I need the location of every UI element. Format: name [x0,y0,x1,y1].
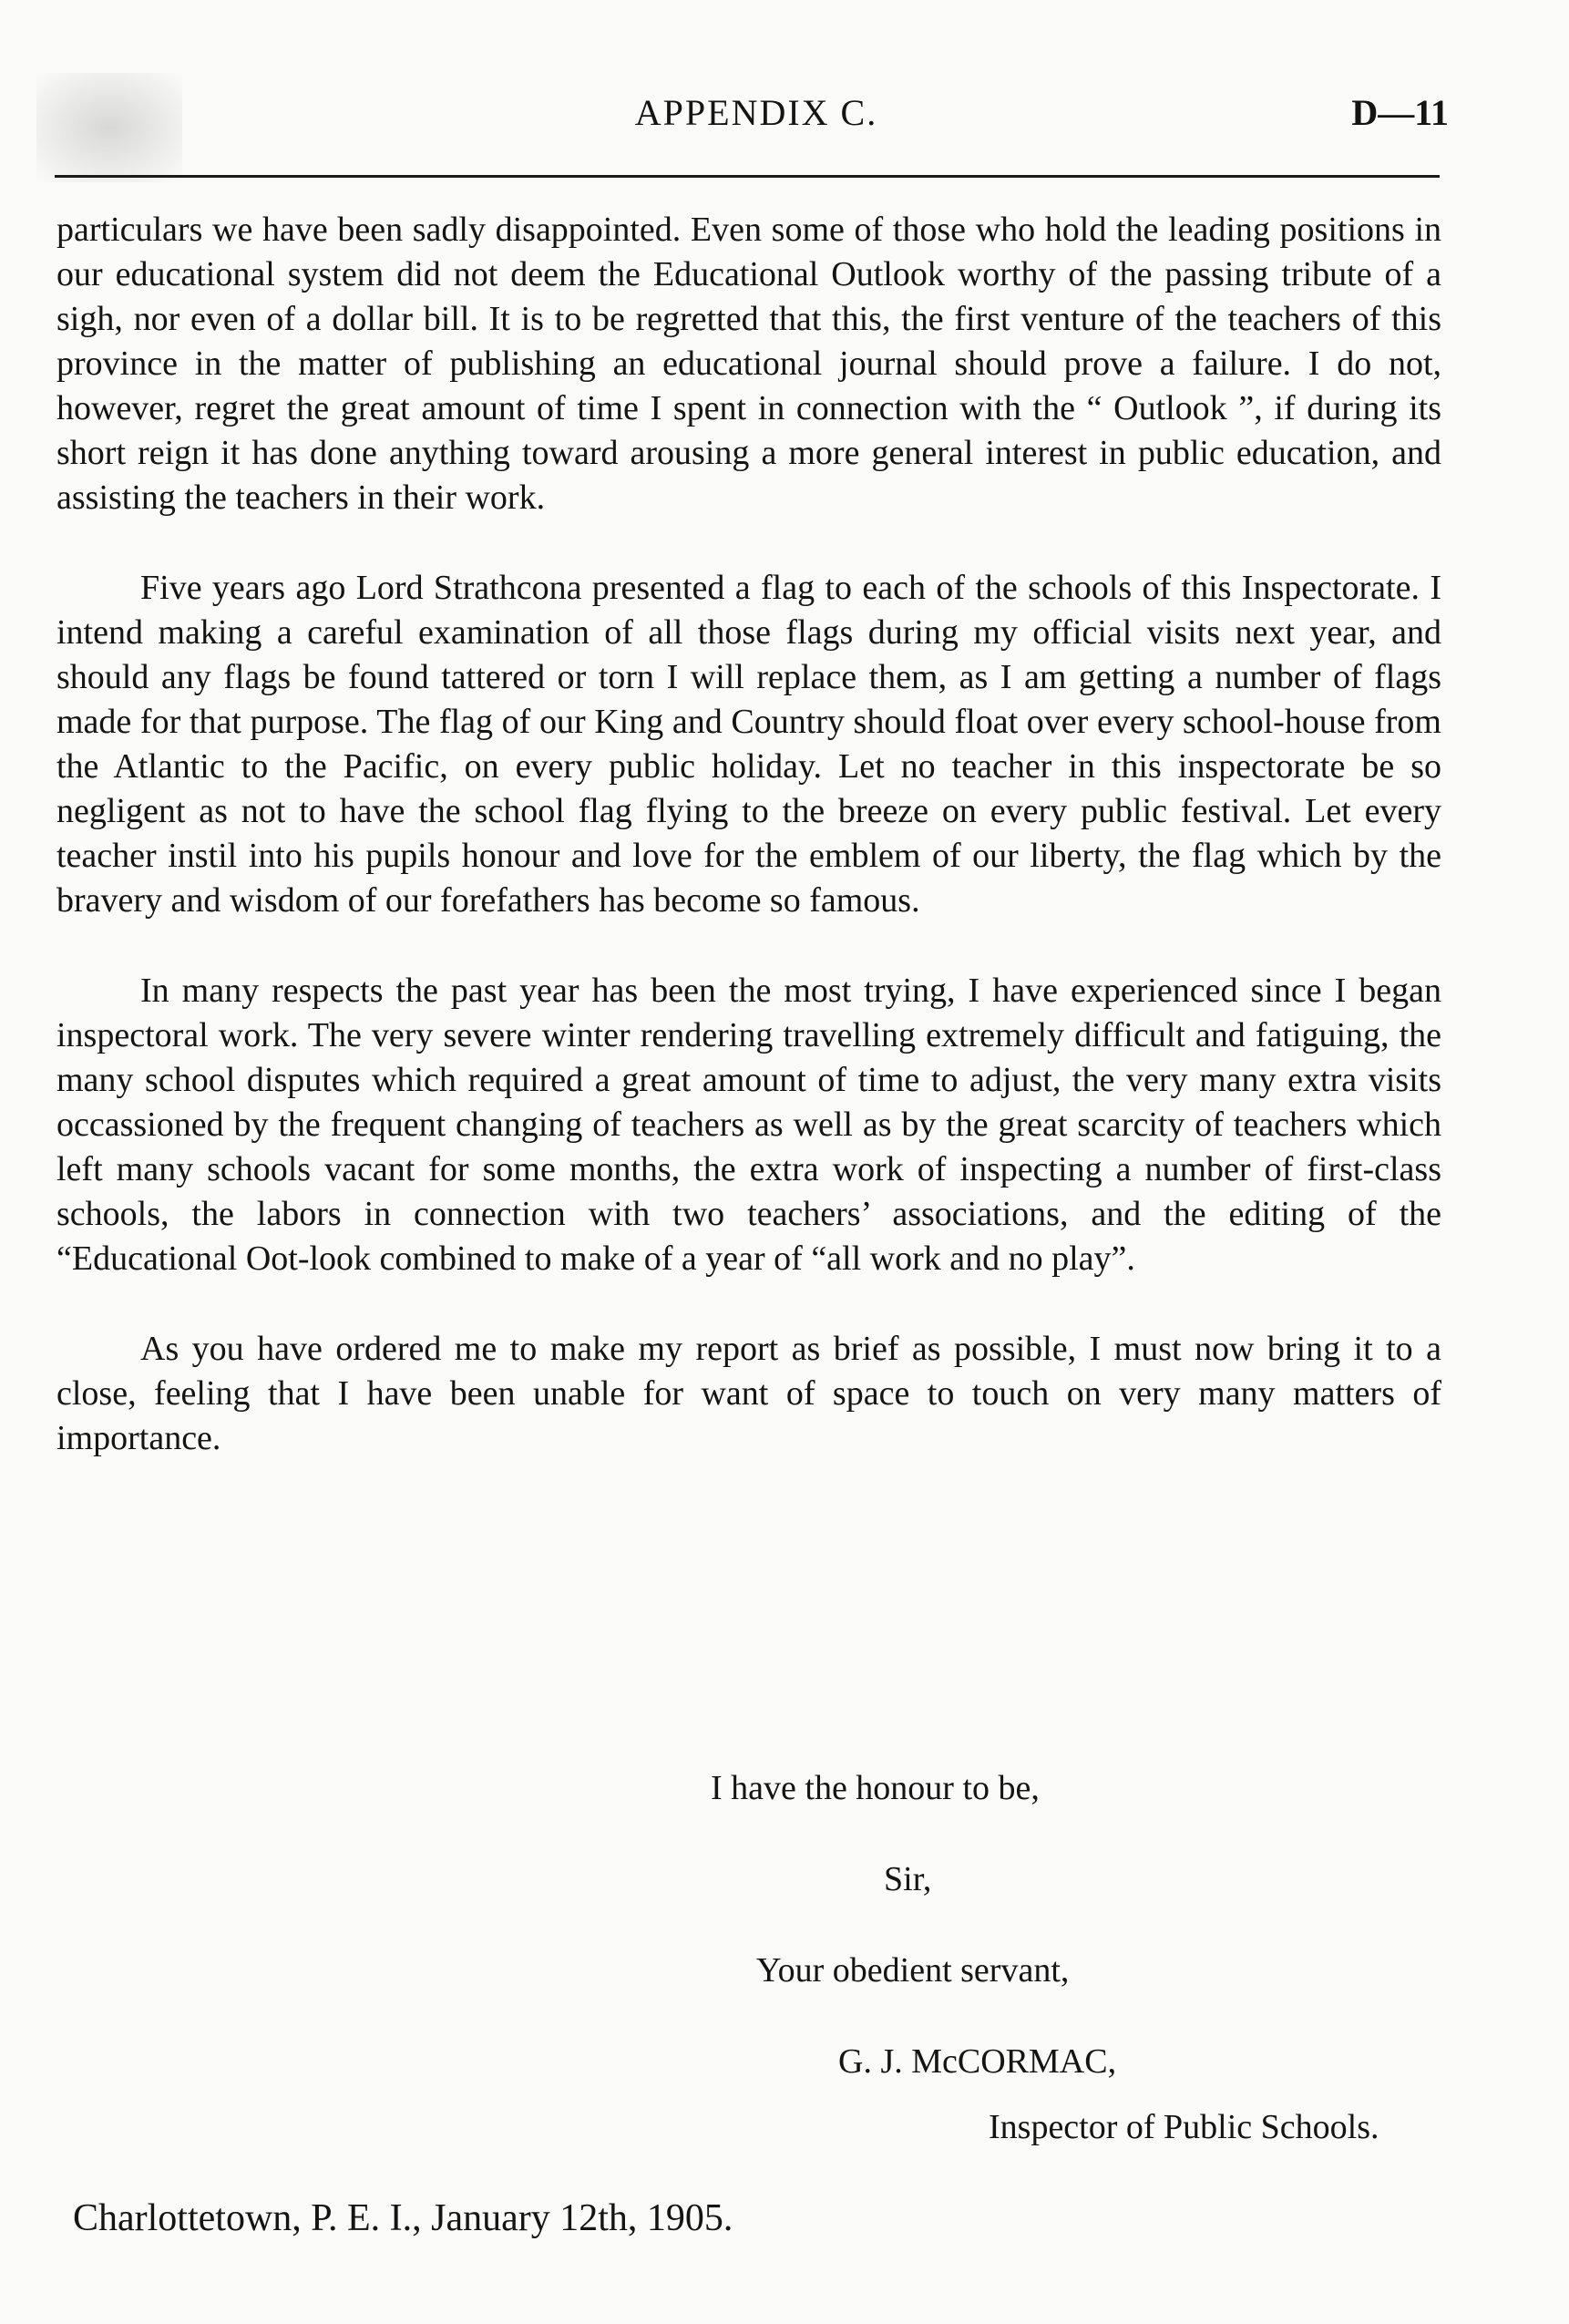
running-head: APPENDIX C. [634,92,878,133]
paragraph-outlook: particulars we have been sadly disappointed. Even some of those who hold the leading positions in our educational system did not deem the Educational Outlook worthy of the passing tribute of a sigh, nor even of a dollar bill. It is to be regretted that this, the first venture of the teachers of this province in the matter of publishing an educational journal should prove a failure. I do not, however, regret the great amount of time I spent in connection with the “ Outlook ”, if during its short reign it has done anything toward arousing a more general interest in public education, and assisting the teachers in their work. [56,211,1441,517]
paragraph-flags: Five years ago Lord Strathcona presented a flag to each of the schools of this Inspectorate. I intend making a careful examination of all those flags during my official visits next year, and should any flags be found tattered or torn I will replace them, as I am getting a number of flags made for that purpose. The flag of our King and Country should float over every school-house from the Atlantic to the Pacific, on every public holiday. Let no teacher in this inspectorate be so negligent as not to have the school flag flying to the breeze on every public festival. Let every teacher instil into his pupils honour and love for the emblem of our liberty, the flag which by the bravery and wisdom of our forefathers has become so famous. [56,569,1441,920]
closing-salutation: I have the honour to be, [711,1769,1040,1807]
closing-sir: Sir, [884,1860,932,1898]
closing-valediction: Your obedient servant, [756,1951,1070,1990]
page-number: D—11 [1351,92,1449,133]
signatory-title: Inspector of Public Schools. [989,2108,1379,2146]
header-rule [55,175,1440,178]
place-date: Charlottetown, P. E. I., January 12th, 1905. [73,2197,733,2239]
signature: G. J. McCORMAC, [838,2042,1117,2081]
report-body [56,208,1441,1506]
paragraph-conclusion: As you have ordered me to make my report as brief as possible, I must now bring it to a close, feeling that I have been unable for want of space to touch on very many matters of importance. [56,1330,1441,1457]
page-header [55,91,1458,137]
paragraph-trying-year: In many respects the past year has been the most trying, I have experienced since I began inspectoral work. The very severe winter rendering travelling extremely difficult and fatiguing, the many school disputes which required a great amount of time to adjust, the very many extra visits occassioned by the frequent changing of teachers as well as by the great scarcity of teachers which left many schools vacant for some months, the extra work of inspecting a number of first-class schools, the labors in connection with two teachers’ associations, and the editing of the “Educational Oot-look combined to make of a year of “all work and no play”. [56,972,1441,1278]
